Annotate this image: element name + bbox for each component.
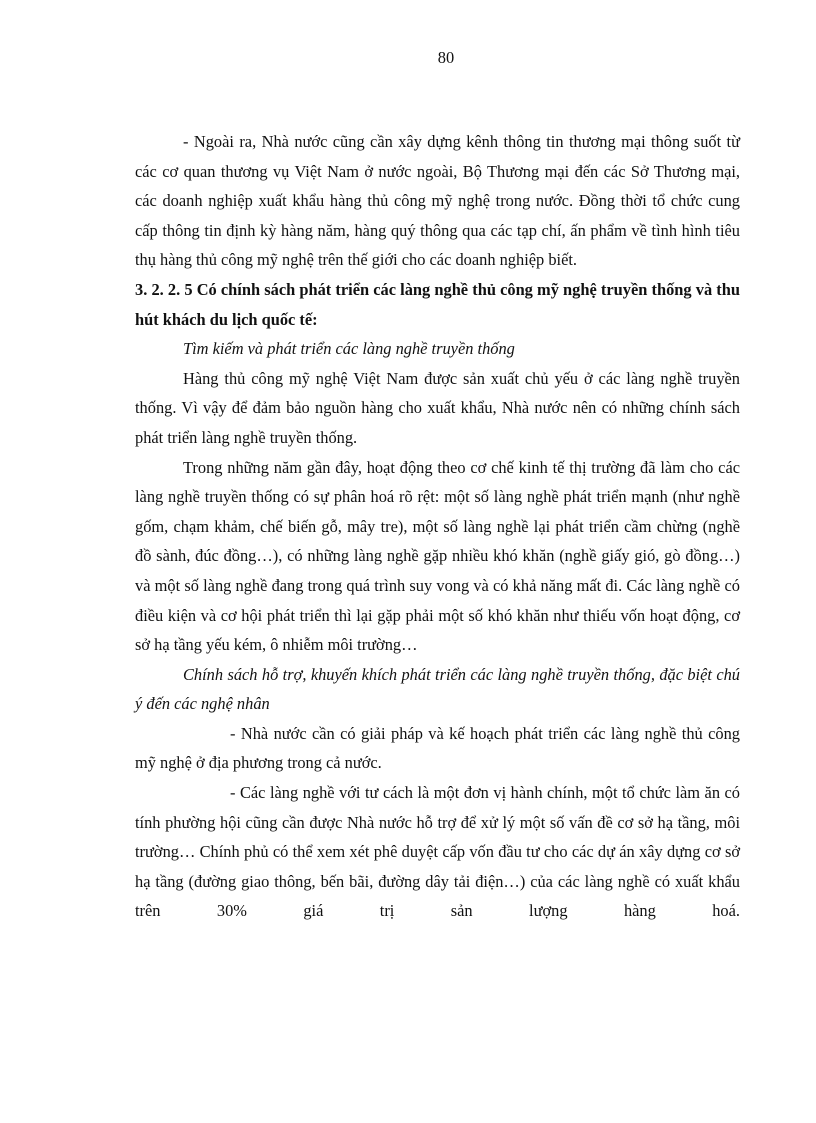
- paragraph-village-differentiation: Trong những năm gần đây, hoạt động theo cơ chế kinh tế thị trường đã làm cho các làng nghề truyền thống có sự phân hoá rõ rệt: một số làng nghề phát triển mạnh (như nghề gốm, chạm khảm, chế biến gỗ, mây tre), một số làng nghề lại phát triển cầm chừng (nghề đồ sành, đúc đồng…), có những làng nghề gặp nhiều khó khăn (nghề giấy gió, gò đồng…) và một số làng nghề đang trong quá trình suy vong và có khả năng mất đi. Các làng nghề có điều kiện và cơ hội phát triển thì lại gặp phải một số khó khăn như thiếu vốn hoạt động, cơ sở hạ tầng yếu kém, ô nhiễm môi trường…: [135, 457, 740, 655]
- paragraph-village-support: - Các làng nghề với tư cách là một đơn vị hành chính, một tổ chức làm ăn có tính phường hội cũng cần được Nhà nước hỗ trợ để xử lý một số vấn đề cơ sở hạ tầng, môi trường… Chính phủ có thể xem xét phê duyệt cấp vốn đầu tư cho các dự án xây dựng cơ sở hạ tầng (đường giao thông, bến bãi, đường dây tải điện…) của các làng nghề có xuất khẩu trên 30% giá trị sản lượng hàng hoá.: [135, 783, 740, 921]
- paragraph-trade-info-channel: - Ngoài ra, Nhà nước cũng cần xây dựng kênh thông tin thương mại thông suốt từ các cơ quan thương vụ Việt Nam ở nước ngoài, Bộ Thương mại đến các Sở Thương mại, các doanh nghiệp xuất khẩu hàng thủ công mỹ nghệ trong nước. Đồng thời tổ chức cung cấp thông tin định kỳ hàng năm, hàng quý thông qua các tạp chí, ấn phẩm về tình hình tiêu thụ hàng thủ công mỹ nghệ trên thế giới cho các doanh nghiệp biết.: [135, 132, 740, 270]
- subheading-support-policy: Chính sách hỗ trợ, khuyến khích phát triển các làng nghề truyền thống, đặc biệt chú ý đến các nghệ nhân: [135, 664, 740, 714]
- page-body: [135, 127, 740, 926]
- subheading-find-villages: Tìm kiếm và phát triển các làng nghề truyền thống: [183, 339, 515, 359]
- section-heading: 3. 2. 2. 5 Có chính sách phát triển các làng nghề thủ công mỹ nghệ truyền thống và thu hút khách du lịch quốc tế:: [135, 279, 740, 329]
- page-number: 80: [437, 48, 455, 67]
- paragraph-state-plan: - Nhà nước cần có giải pháp và kế hoạch phát triển các làng nghề thủ công mỹ nghệ ở địa phương trong cả nước.: [135, 723, 740, 773]
- paragraph-villages-source: Hàng thủ công mỹ nghệ Việt Nam được sản xuất chủ yếu ở các làng nghề truyền thống. Vì vậy để đảm bảo nguồn hàng cho xuất khẩu, Nhà nước nên có những chính sách phát triển làng nghề truyền thống.: [135, 368, 740, 447]
